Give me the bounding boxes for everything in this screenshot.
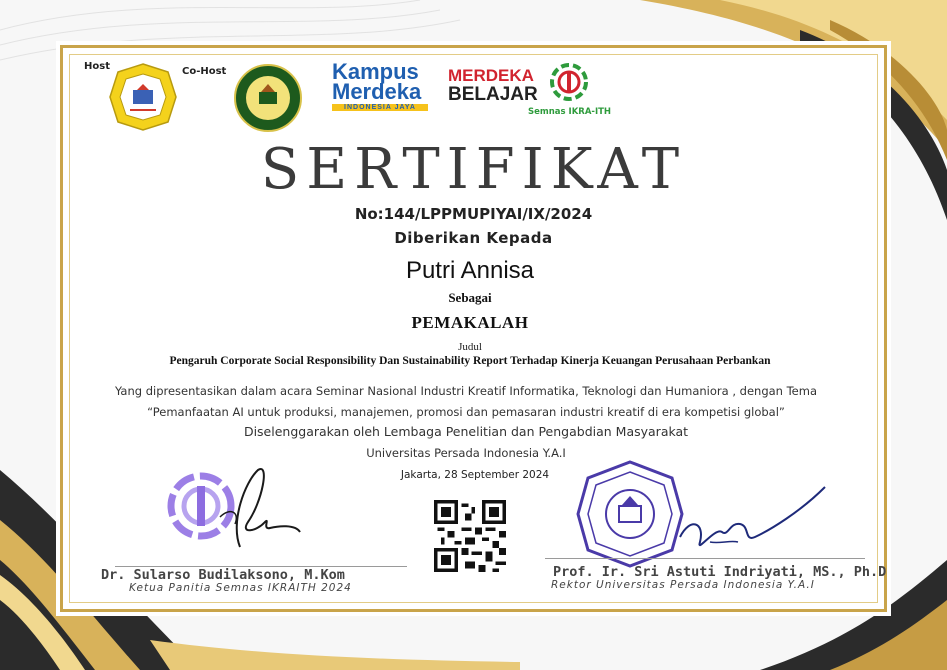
left-signature xyxy=(200,462,310,557)
qr-code[interactable] xyxy=(434,500,506,572)
right-signer-title: Rektor Universitas Persada Indonesia Y.A.I xyxy=(551,579,815,591)
semnas-ikra-ith-emblem xyxy=(546,60,592,104)
event-description: Yang dipresentasikan dalam acara Seminar Nasional Industri Kreatif Informatika, Teknologi dan Humaniora , dengan Tema xyxy=(114,384,818,398)
upi-yai-seal-logo xyxy=(108,62,178,132)
given-to-label: Diberikan Kepada xyxy=(394,229,553,247)
host-label: Host xyxy=(84,61,110,72)
university-name: Universitas Persada Indonesia Y.A.I xyxy=(366,446,566,460)
right-signature-line xyxy=(545,558,865,559)
cohost-university-seal-logo xyxy=(233,63,303,133)
right-signature xyxy=(660,482,835,562)
event-theme: “Pemanfaatan AI untuk produksi, manajemen, promosi dan pemasaran industri kreatif di era kompetisi global” xyxy=(147,405,785,419)
kampus-merdeka-logo: Kampus Merdeka INDONESIA JAYA xyxy=(332,62,440,120)
certificate-title: SERTIFIKAT xyxy=(260,137,687,202)
merdeka-belajar-logo: MERDEKA BELAJAR xyxy=(448,66,538,105)
certificate-number: No:144/LPPMUPIYAI/IX/2024 xyxy=(354,205,593,223)
cohost-label: Co-Host xyxy=(182,66,227,77)
left-signer-title: Ketua Panitia Semnas IKRAITH 2024 xyxy=(129,582,352,594)
left-signer-name: Dr. Sularso Budilaksono, M.Kom xyxy=(101,567,345,583)
recipient-name: Putri Annisa xyxy=(405,257,535,284)
paper-title: Pengaruh Corporate Social Responsibility Dan Sustainability Report Terhadap Kinerja Keuangan Perusahaan Perbankan xyxy=(169,355,771,367)
as-label: Sebagai xyxy=(448,290,492,305)
semnas-label: Semnas IKRA-ITH xyxy=(528,107,612,117)
recipient-role: PEMAKALAH xyxy=(411,313,529,332)
organizer: Diselenggarakan oleh Lembaga Penelitian dan Pengabdian Masyarakat xyxy=(243,424,689,439)
issue-date: Jakarta, 28 September 2024 xyxy=(400,469,550,481)
paper-title-label: Judul xyxy=(458,341,482,353)
right-signer-name: Prof. Ir. Sri Astuti Indriyati, MS., Ph.D xyxy=(553,564,887,580)
